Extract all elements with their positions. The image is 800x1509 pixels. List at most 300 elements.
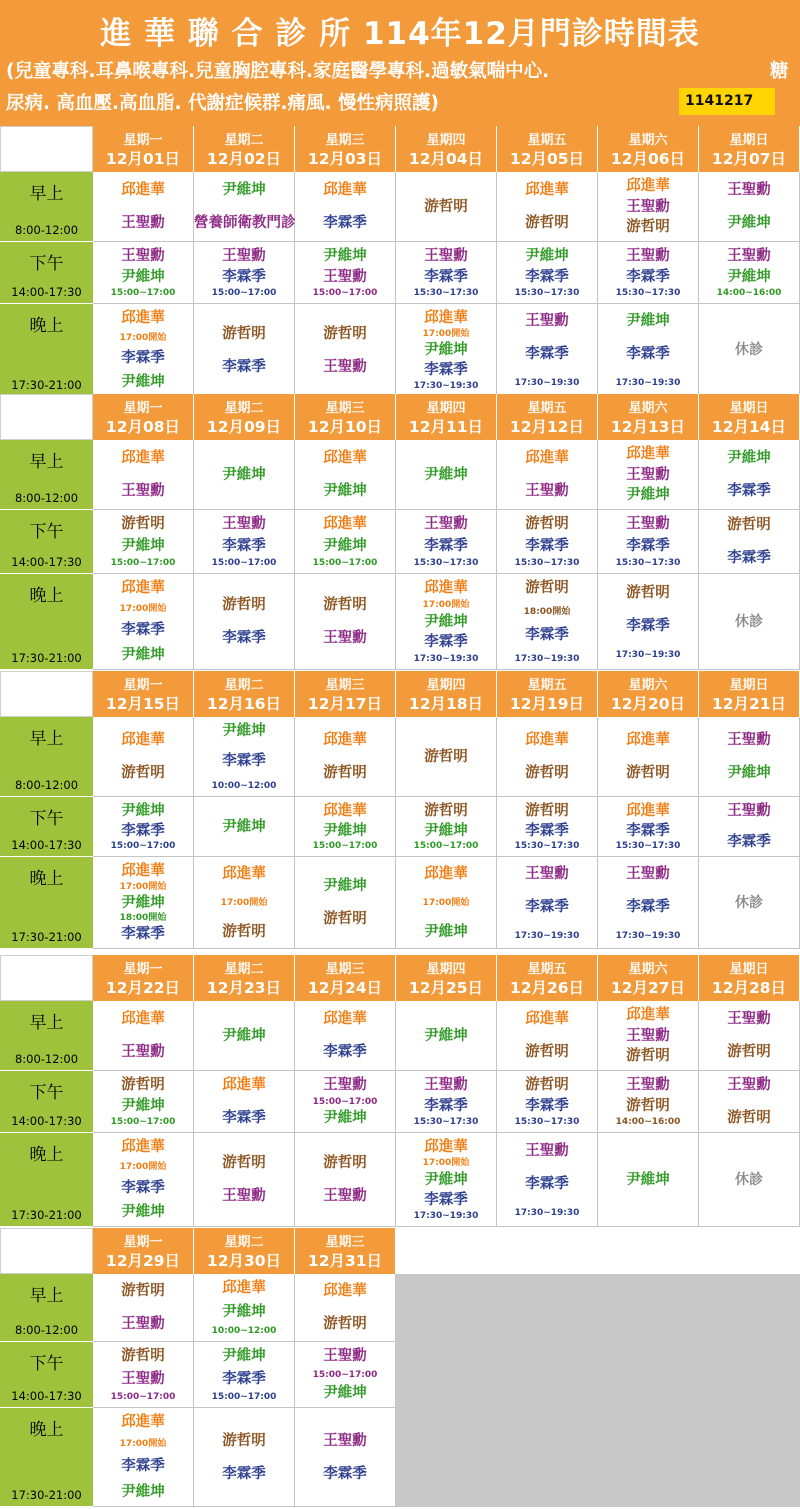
doctor-name: 尹維坤	[626, 313, 670, 329]
page-title: 進 華 聯 合 診 所 114年12月門診時間表	[100, 16, 700, 52]
doctor-name: 王聖勳	[626, 1027, 670, 1044]
clinic-time-note: 15:00~17:00	[312, 558, 378, 568]
schedule-cell	[396, 797, 497, 857]
period-time: 17:30-21:00	[11, 1488, 82, 1502]
schedule-cell	[699, 1001, 800, 1071]
period-time: 14:00-17:30	[11, 1389, 82, 1403]
doctor-name: 尹維坤	[323, 537, 367, 554]
doctor-name: 邱進華	[222, 1077, 266, 1093]
doctor-name: 尹維坤	[424, 923, 468, 940]
schedule-cell	[497, 510, 598, 574]
date-label: 12月10日	[307, 418, 383, 436]
doctor-name: 李霖季	[424, 634, 468, 651]
day-header	[295, 126, 396, 172]
doctor-name: 尹維坤	[121, 1484, 165, 1500]
period-name: 下午	[29, 254, 64, 274]
schedule-cell	[194, 717, 295, 797]
doctor-name: 王聖勳	[222, 1188, 266, 1204]
doctor-name: 李霖季	[222, 752, 266, 769]
clinic-time-note: 10:00~12:00	[211, 1326, 277, 1336]
clinic-time-note: 15:30~17:30	[413, 1117, 479, 1127]
period-name: 早上	[29, 184, 64, 204]
weekday-label: 星期二	[224, 962, 264, 977]
weekday-label: 星期一	[123, 133, 163, 148]
morning-period-label	[0, 1274, 93, 1342]
doctor-name: 王聖勳	[626, 466, 670, 483]
doctor-name: 尹維坤	[727, 765, 771, 781]
clinic-time-note: 17:30~19:30	[514, 378, 580, 388]
period-name: 晚上	[29, 586, 64, 606]
schedule-cell	[497, 574, 598, 670]
doctor-name: 李霖季	[525, 627, 569, 644]
doctor-name: 王聖勳	[323, 1077, 367, 1093]
day-header	[93, 671, 194, 717]
day-header	[497, 126, 598, 172]
doctor-name: 李霖季	[626, 268, 670, 285]
doctor-name: 尹維坤	[222, 466, 266, 483]
clinic-time-note: 18:00開始	[523, 606, 571, 617]
weekday-label: 星期三	[325, 678, 365, 693]
clinic-time-note: 17:00開始	[119, 333, 167, 343]
weekday-label: 星期日	[729, 133, 769, 148]
date-label: 12月02日	[206, 150, 282, 168]
schedule-cell	[194, 510, 295, 574]
closed-label: 休診	[735, 613, 763, 630]
day-header	[699, 671, 800, 717]
period-time: 8:00-12:00	[14, 778, 79, 792]
schedule-cell	[598, 172, 699, 242]
doctor-name: 邱進華	[626, 446, 670, 462]
weekday-label: 星期五	[527, 962, 567, 977]
doctor-name: 邱進華	[626, 732, 670, 748]
clinic-time-note: 17:30~19:30	[615, 649, 681, 660]
schedule-cell	[93, 1342, 194, 1408]
doctor-name: 尹維坤	[121, 1097, 165, 1114]
schedule-cell	[93, 440, 194, 510]
day-header	[497, 394, 598, 440]
doctor-name: 李霖季	[525, 346, 569, 362]
doctor-name: 王聖勳	[626, 516, 670, 532]
doctor-name: 尹維坤	[626, 487, 670, 503]
date-label: 12月29日	[105, 1252, 181, 1270]
date-label: 12月28日	[711, 979, 787, 997]
period-name: 晚上	[29, 1420, 64, 1440]
period-name: 下午	[29, 1083, 64, 1103]
period-name: 晚上	[29, 869, 64, 889]
doctor-name: 王聖勳	[323, 1432, 367, 1449]
schedule-cell	[699, 242, 800, 304]
evening-period-label	[0, 304, 93, 397]
clinic-time-note: 17:30~19:30	[413, 381, 479, 391]
doctor-name: 李霖季	[222, 358, 266, 375]
doctor-name: 王聖勳	[626, 1077, 670, 1093]
doctor-name: 王聖勳	[626, 198, 670, 215]
period-name: 下午	[29, 1354, 64, 1374]
schedule-cell	[699, 857, 800, 949]
subtitle-line-2: 尿病. 高血壓.高血脂. 代謝症候群.痛風. 慢性病照護)	[6, 93, 439, 114]
schedule-cell	[598, 304, 699, 397]
closed-label: 休診	[735, 1171, 763, 1188]
doctor-name: 游哲明	[121, 516, 165, 532]
doctor-name: 李霖季	[727, 550, 771, 566]
day-header	[194, 955, 295, 1001]
doctor-name: 游哲明	[626, 1048, 670, 1064]
doctor-name: 李霖季	[424, 1191, 468, 1208]
day-header	[699, 955, 800, 1001]
clinic-time-note: 15:30~17:30	[615, 841, 681, 851]
schedule-cell	[699, 797, 800, 857]
schedule-cell	[295, 510, 396, 574]
clinic-time-note: 17:30~19:30	[413, 654, 479, 664]
date-label: 12月21日	[711, 695, 787, 713]
date-label: 12月22日	[105, 979, 181, 997]
doctor-name: 游哲明	[727, 1044, 771, 1060]
clinic-time-note: 18:00開始	[119, 913, 167, 924]
schedule-cell	[194, 242, 295, 304]
doctor-name: 王聖勳	[323, 1348, 367, 1364]
doctor-name: 游哲明	[121, 1283, 165, 1299]
schedule-cell	[93, 857, 194, 949]
weekday-label: 星期三	[325, 1235, 365, 1250]
doctor-name: 尹維坤	[727, 215, 771, 231]
doctor-name: 李霖季	[424, 1097, 468, 1114]
schedule-cell	[598, 857, 699, 949]
doctor-name: 邱進華	[121, 1011, 165, 1027]
doctor-name: 邱進華	[525, 732, 569, 748]
schedule-cell	[295, 1001, 396, 1071]
doctor-name: 邱進華	[222, 865, 266, 882]
afternoon-period-label	[0, 797, 93, 857]
week-header-corner	[0, 1228, 93, 1274]
date-label: 12月06日	[610, 150, 686, 168]
doctor-name: 王聖勳	[424, 516, 468, 532]
weekday-label: 星期二	[224, 1235, 264, 1250]
clinic-time-note: 15:30~17:30	[514, 841, 580, 851]
clinic-time-note: 15:30~17:30	[514, 558, 580, 568]
weekday-label: 星期三	[325, 962, 365, 977]
date-label: 12月26日	[509, 979, 585, 997]
clinic-time-note: 17:00開始	[119, 604, 167, 614]
doctor-name: 游哲明	[626, 584, 670, 601]
date-label: 12月24日	[307, 979, 383, 997]
doctor-name: 邱進華	[525, 1011, 569, 1027]
doctor-name: 李霖季	[222, 268, 266, 285]
closed-label: 休診	[735, 894, 763, 911]
doctor-name: 游哲明	[525, 1077, 569, 1093]
doctor-name: 尹維坤	[222, 1348, 266, 1364]
doctor-name: 邱進華	[323, 732, 367, 748]
doctor-name: 游哲明	[525, 215, 569, 231]
week-header-corner	[0, 394, 93, 440]
day-header	[295, 394, 396, 440]
doctor-name: 李霖季	[626, 617, 670, 634]
doctor-name: 尹維坤	[424, 1171, 468, 1188]
doctor-name: 邱進華	[121, 732, 165, 748]
subtitle-line-1-end: 糖	[770, 61, 789, 82]
schedule-cell	[93, 304, 194, 397]
doctor-name: 李霖季	[525, 898, 569, 915]
schedule-cell	[295, 304, 396, 397]
doctor-name: 王聖勳	[323, 268, 367, 285]
doctor-name: 王聖勳	[323, 358, 367, 375]
doctor-name: 游哲明	[525, 580, 569, 596]
clinic-time-note: 15:30~17:30	[413, 288, 479, 298]
date-label: 12月19日	[509, 695, 585, 713]
weekday-label: 星期一	[123, 962, 163, 977]
date-label: 12月18日	[408, 695, 484, 713]
weekday-label: 星期三	[325, 401, 365, 416]
day-header	[295, 1228, 396, 1274]
period-time: 17:30-21:00	[11, 1208, 82, 1222]
doctor-name: 王聖勳	[525, 483, 569, 499]
doctor-name: 王聖勳	[121, 1316, 165, 1332]
morning-period-label	[0, 717, 93, 797]
schedule-cell	[93, 510, 194, 574]
day-header	[396, 671, 497, 717]
doctor-name: 游哲明	[525, 1044, 569, 1060]
period-time: 8:00-12:00	[14, 223, 79, 237]
doctor-name: 尹維坤	[424, 1027, 468, 1044]
doctor-name: 王聖勳	[121, 1044, 165, 1060]
clinic-time-note: 15:00~17:00	[110, 1117, 176, 1127]
clinic-time-note: 17:30~19:30	[615, 930, 681, 941]
schedule-cell	[598, 1133, 699, 1227]
doctor-name: 邱進華	[121, 1414, 165, 1430]
doctor-name: 李霖季	[525, 1175, 569, 1192]
doctor-name: 王聖勳	[727, 732, 771, 748]
schedule-cell	[295, 797, 396, 857]
day-header	[194, 394, 295, 440]
doctor-name: 李霖季	[626, 822, 670, 839]
period-time: 14:00-17:30	[11, 555, 82, 569]
doctor-name: 游哲明	[727, 1110, 771, 1126]
period-name: 下午	[29, 809, 64, 829]
doctor-name: 邱進華	[222, 1280, 266, 1296]
doctor-name: 游哲明	[323, 325, 367, 342]
date-label: 12月13日	[610, 418, 686, 436]
morning-period-label	[0, 1001, 93, 1071]
doctor-name: 尹維坤	[727, 268, 771, 285]
doctor-name: 尹維坤	[525, 248, 569, 264]
schedule-cell	[699, 717, 800, 797]
doctor-name: 李霖季	[323, 1465, 367, 1482]
weekday-label: 星期六	[628, 401, 668, 416]
weekday-label: 星期一	[123, 401, 163, 416]
doctor-name: 王聖勳	[121, 1370, 165, 1387]
weekday-label: 星期一	[123, 678, 163, 693]
clinic-time-note: 17:00開始	[422, 599, 470, 610]
doctor-name: 李霖季	[121, 622, 165, 638]
weekday-label: 星期日	[729, 962, 769, 977]
doctor-name: 邱進華	[121, 863, 165, 879]
doctor-name: 尹維坤	[121, 268, 165, 285]
doctor-name: 尹維坤	[222, 1027, 266, 1044]
doctor-name: 游哲明	[626, 1097, 670, 1114]
doctor-name: 尹維坤	[424, 466, 468, 483]
clinic-time-note: 17:00開始	[422, 897, 470, 908]
doctor-name: 李霖季	[424, 537, 468, 554]
evening-period-label	[0, 1408, 93, 1507]
schedule-cell	[295, 172, 396, 242]
morning-period-label	[0, 440, 93, 510]
afternoon-period-label	[0, 510, 93, 574]
doctor-name: 李霖季	[121, 1458, 165, 1474]
doctor-name: 邱進華	[424, 865, 468, 882]
afternoon-period-label	[0, 1342, 93, 1408]
doctor-name: 游哲明	[121, 1348, 165, 1364]
clinic-time-note: 17:00開始	[119, 881, 167, 892]
doctor-name: 王聖勳	[626, 248, 670, 264]
doctor-name: 尹維坤	[323, 878, 367, 894]
doctor-name: 游哲明	[323, 1155, 367, 1171]
schedule-cell	[295, 242, 396, 304]
evening-period-label	[0, 574, 93, 670]
clinic-time-note: 15:30~17:30	[413, 558, 479, 568]
period-name: 早上	[29, 1286, 64, 1306]
schedule-cell	[194, 574, 295, 670]
schedule-cell	[396, 304, 497, 397]
period-time: 8:00-12:00	[14, 1323, 79, 1337]
doctor-name: 王聖勳	[727, 1077, 771, 1093]
doctor-name: 邱進華	[424, 1139, 468, 1155]
doctor-name: 邱進華	[626, 803, 670, 819]
doctor-name: 邱進華	[323, 1011, 367, 1027]
doctor-name: 營養師衛教門診	[194, 215, 296, 231]
clinic-time-note: 17:30~19:30	[514, 930, 580, 941]
doctor-name: 邱進華	[323, 450, 367, 466]
doctor-name: 王聖勳	[626, 865, 670, 882]
weekday-label: 星期日	[729, 401, 769, 416]
day-header	[396, 955, 497, 1001]
schedule-cell	[295, 1071, 396, 1133]
clinic-time-note: 15:00~17:00	[312, 841, 378, 851]
schedule-cell	[699, 304, 800, 397]
doctor-name: 尹維坤	[121, 537, 165, 554]
period-time: 14:00-17:30	[11, 838, 82, 852]
doctor-name: 李霖季	[626, 537, 670, 554]
date-label: 12月05日	[509, 150, 585, 168]
doctor-name: 邱進華	[525, 182, 569, 198]
weekday-label: 星期五	[527, 401, 567, 416]
period-name: 早上	[29, 729, 64, 749]
doctor-name: 游哲明	[424, 198, 468, 215]
schedule-cell	[194, 1133, 295, 1227]
subtitle-line-1: (兒童專科.耳鼻喉專科.兒童胸腔專科.家庭醫學專科.過敏氣喘中心.	[6, 61, 550, 82]
doctor-name: 李霖季	[727, 834, 771, 850]
doctor-name: 尹維坤	[323, 1110, 367, 1126]
day-header	[396, 126, 497, 172]
schedule-cell	[396, 440, 497, 510]
schedule-cell	[93, 574, 194, 670]
clinic-time-note: 15:30~17:30	[514, 1117, 580, 1127]
clinic-time-note: 10:00~12:00	[211, 781, 277, 791]
doctor-name: 游哲明	[222, 923, 266, 940]
schedule-cell	[598, 242, 699, 304]
doctor-name: 邱進華	[525, 450, 569, 466]
clinic-time-note: 15:00~17:00	[211, 1392, 277, 1402]
afternoon-period-label	[0, 242, 93, 304]
doctor-name: 李霖季	[121, 822, 165, 839]
doctor-name: 邱進華	[323, 803, 367, 819]
closed-label: 休診	[735, 342, 763, 358]
doctor-name: 尹維坤	[121, 803, 165, 819]
schedule-cell	[194, 1071, 295, 1133]
doctor-name: 邱進華	[323, 1283, 367, 1299]
doctor-name: 李霖季	[525, 1097, 569, 1114]
doctor-name: 游哲明	[121, 765, 165, 781]
clinic-time-note: 17:00開始	[119, 1439, 167, 1449]
day-header	[194, 1228, 295, 1274]
doctor-name: 游哲明	[222, 597, 266, 613]
day-header	[598, 126, 699, 172]
weekday-label: 星期二	[224, 133, 264, 148]
doctor-name: 王聖勳	[222, 516, 266, 532]
clinic-time-note: 15:00~17:00	[211, 288, 277, 298]
doctor-name: 游哲明	[525, 803, 569, 819]
schedule-cell	[93, 717, 194, 797]
schedule-cell	[598, 717, 699, 797]
doctor-name: 李霖季	[222, 537, 266, 554]
schedule-cell	[497, 440, 598, 510]
doctor-name: 王聖勳	[727, 803, 771, 819]
clinic-time-note: 15:00~17:00	[211, 558, 277, 568]
doctor-name: 王聖勳	[727, 182, 771, 198]
doctor-name: 尹維坤	[222, 1303, 266, 1320]
schedule-cell	[497, 797, 598, 857]
doctor-name: 尹維坤	[424, 342, 468, 358]
weekday-label: 星期四	[426, 678, 466, 693]
doctor-name: 李霖季	[727, 483, 771, 499]
morning-period-label	[0, 172, 93, 242]
schedule-cell	[598, 440, 699, 510]
schedule-cell	[598, 797, 699, 857]
clinic-time-note: 15:00~17:00	[110, 288, 176, 298]
schedule-cell	[295, 1133, 396, 1227]
doctor-name: 游哲明	[222, 1432, 266, 1449]
doctor-name: 李霖季	[222, 1370, 266, 1387]
clinic-time-note: 15:00~17:00	[312, 1369, 378, 1380]
period-name: 早上	[29, 1013, 64, 1033]
day-header	[93, 1228, 194, 1274]
doctor-name: 王聖勳	[525, 865, 569, 882]
version-code-badge: 1141217	[679, 88, 775, 115]
schedule-cell	[295, 1274, 396, 1342]
doctor-name: 游哲明	[727, 517, 771, 533]
weekday-label: 星期六	[628, 678, 668, 693]
doctor-name: 尹維坤	[121, 1204, 165, 1220]
doctor-name: 李霖季	[424, 362, 468, 378]
schedule-cell	[497, 304, 598, 397]
period-name: 下午	[29, 522, 64, 542]
schedule-cell	[699, 574, 800, 670]
schedule-cell	[194, 172, 295, 242]
doctor-name: 李霖季	[222, 1465, 266, 1482]
date-label: 12月07日	[711, 150, 787, 168]
schedule-cell	[699, 1133, 800, 1227]
clinic-time-note: 17:30~19:30	[514, 654, 580, 664]
schedule-cell	[497, 1071, 598, 1133]
schedule-cell	[93, 1133, 194, 1227]
date-label: 12月09日	[206, 418, 282, 436]
schedule-cell	[194, 857, 295, 949]
period-name: 晚上	[29, 1145, 64, 1165]
doctor-name: 游哲明	[626, 219, 670, 235]
day-header	[295, 671, 396, 717]
period-name: 晚上	[29, 316, 64, 336]
clinic-time-note: 17:30~19:30	[615, 378, 681, 388]
schedule-cell	[93, 1001, 194, 1071]
doctor-name: 尹維坤	[424, 613, 468, 630]
